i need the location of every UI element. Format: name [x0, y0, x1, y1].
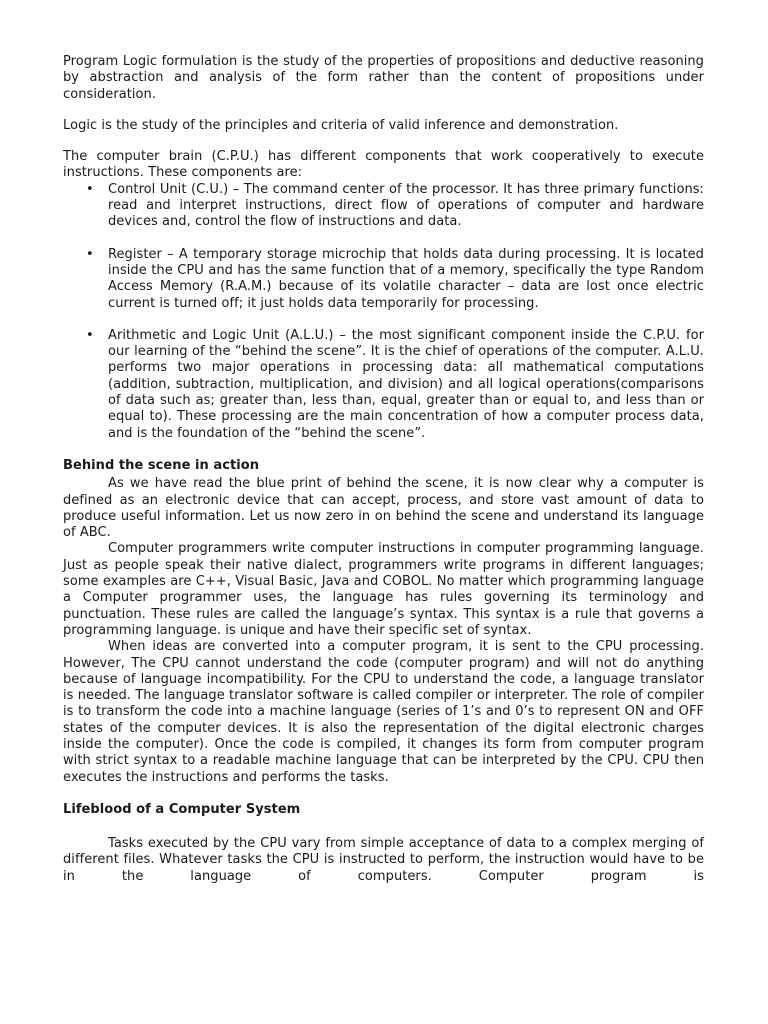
- behind-scene-paragraph: Computer programmers write computer instructions in computer programming language. Just as people speak their native dialect, programmers write programs in different languages; some examples are C++, Visual Basic, Java and COBOL. No matter which programming language a Computer programmer uses, the language has rules governing its terminology and punctuation. These rules are called the language’s syntax. This syntax is a rule that governs a programming language. is unique and have their specific set of syntax.: [63, 541, 704, 638]
- list-item-text: Register – A temporary storage microchip that holds data during processing. It is located inside the CPU and has the same function that of a memory, specifically the type Random Access Memory (R.A.M.) because of its volatile character – data are lost once electric current is turned off; it just holds data temporarily for processing.: [108, 246, 704, 311]
- bullet-icon: •: [86, 246, 94, 262]
- behind-scene-paragraph: As we have read the blue print of behind the scene, it is now clear why a computer is defined as an electronic device that can accept, process, and store vast amount of data to produce useful information. Let us now zero in on behind the scene and understand its language of ABC.: [63, 476, 704, 541]
- intro-definition-paragraph: Program Logic formulation is the study of the properties of propositions and deductive reasoning by abstraction and analysis of the form rather than the content of propositions under consideration.: [63, 54, 704, 102]
- document-page: [63, 54, 704, 885]
- list-item-text: Arithmetic and Logic Unit (A.L.U.) – the most significant component inside the C.P.U. for our learning of the “behind the scene”. It is the chief of operations of the computer. A.L.U. performs two major operations in processing data: all mathematical computations (addition, subtraction, multiplication, and division) and all logical operations(comparisons of data such as; greater than, less than, equal, greater than or equal to, and less than or equal to). These processing are the main concentration of how a computer process data, and is the foundation of the “behind the scene”.: [108, 327, 704, 441]
- section-heading-behind-the-scene: Behind the scene in action: [63, 457, 260, 473]
- list-item-text: Control Unit (C.U.) – The command center of the processor. It has three primary functions: read and interpret instructions, direct flow of operations of computer and hardware devices and, control the flow of instructions and data.: [108, 181, 704, 230]
- cpu-intro-paragraph: The computer brain (C.P.U.) has different components that work cooperatively to execute instructions. These components are:: [63, 149, 704, 181]
- section-heading-lifeblood: Lifeblood of a Computer System: [63, 801, 301, 817]
- cpu-components-list: [63, 182, 704, 442]
- lifeblood-paragraph: Tasks executed by the CPU vary from simple acceptance of data to a complex merging of different files. Whatever tasks the CPU is instructed to perform, the instruction would have to be in the language of computers. Computer program is: [63, 836, 704, 884]
- list-item-alu: [63, 328, 704, 442]
- list-item-control-unit: [63, 182, 704, 231]
- list-item-register: [63, 247, 704, 312]
- behind-scene-paragraph: When ideas are converted into a computer program, it is sent to the CPU processing. However, The CPU cannot understand the code (computer program) and will not do anything because of language incompatibility. For the CPU to understand the code, a language translator is needed. The language translator software is called compiler or interpreter. The role of compiler is to transform the code into a machine language (series of 1’s and 0’s to represent ON and OFF states of the computer devices. It is also the representation of the digital electronic charges inside the computer). Once the code is compiled, it changes its form from computer program with strict syntax to a readable machine language that can be interpreted by the CPU. CPU then executes the instructions and performs the tasks.: [63, 639, 704, 785]
- logic-definition-paragraph: Logic is the study of the principles and criteria of valid inference and demonstration.: [63, 117, 619, 133]
- bullet-icon: •: [86, 181, 94, 197]
- bullet-icon: •: [86, 327, 94, 343]
